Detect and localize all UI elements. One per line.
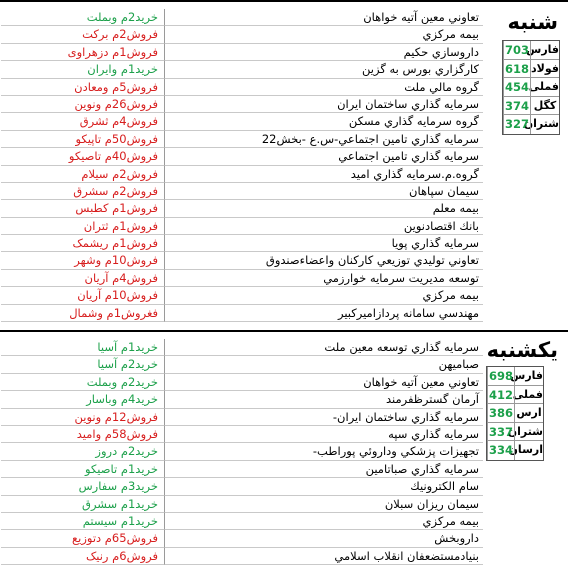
table-row	[1, 200, 483, 217]
table-row	[1, 270, 483, 287]
holder-name: داروسازي حكيم	[164, 44, 483, 61]
holder-name: تعاوني معين آتيه خواهان	[164, 374, 483, 391]
holder-name: سرمايه گذاري صباتامين	[164, 461, 483, 478]
table-row	[1, 44, 483, 61]
table-row	[1, 113, 483, 130]
table-row	[1, 26, 483, 43]
table-row	[1, 478, 483, 495]
holder-name: صباميهن	[164, 356, 483, 373]
holder-name: تجهيزات پزشكي وداروئي پوراطب-	[164, 443, 483, 460]
trade-action: فروش1م دزهراوی	[1, 44, 164, 61]
saturday-trades-table	[1, 9, 483, 322]
trade-action: فروش2م سیلام	[1, 166, 164, 183]
holder-name: سرمايه گذاري تامين اجتماعي	[164, 148, 483, 165]
trade-action: خريد1م سشرق	[1, 496, 164, 513]
table-row	[1, 9, 483, 26]
symbol-name: فولاد	[531, 61, 559, 75]
trade-action: خريد4م وباسار	[1, 391, 164, 408]
symbol-name: کگل	[533, 98, 557, 112]
trade-action: فروش2م سشرق	[1, 183, 164, 200]
symbol-name: ارسان	[508, 443, 543, 457]
holder-name: بيمه مركزي	[164, 513, 483, 530]
symbol-value: 337	[488, 424, 513, 439]
table-row	[1, 461, 483, 478]
table-row	[1, 148, 483, 165]
holder-name: بيمه مركزي	[164, 26, 483, 43]
table-row	[1, 235, 483, 252]
table-row	[1, 183, 483, 200]
holder-name: بيمه مركزي	[164, 287, 483, 304]
holder-name: تعاوني معين آتيه خواهان	[164, 9, 483, 26]
summary-row	[503, 41, 559, 60]
summary-row	[487, 386, 543, 405]
summary-row	[487, 441, 543, 460]
trade-action: فروش1م ثتران	[1, 218, 164, 235]
symbol-name: فملی	[528, 80, 559, 94]
saturday-summary	[483, 0, 568, 330]
holder-name: سرمايه گذاري توسعه معين ملت	[164, 339, 483, 356]
holder-name: سرمايه گذاري تامين اجتماعي-س.ع -بخش22	[164, 131, 483, 148]
sunday-title: یکشنبه	[486, 338, 558, 362]
summary-row	[503, 97, 559, 116]
trade-action: فروش1م ریشمک	[1, 235, 164, 252]
summary-row	[487, 404, 543, 423]
table-row	[1, 374, 483, 391]
symbol-value: 698	[488, 369, 513, 383]
trade-action: خريد2م وبملت	[1, 9, 164, 26]
table-row	[1, 513, 483, 530]
table-row	[1, 409, 483, 426]
holder-name: گروه سرمايه گذاري مسكن	[164, 113, 483, 130]
trade-action: خريد2م وبملت	[1, 374, 164, 391]
trade-action: فروش58م وامید	[1, 426, 164, 443]
symbol-name: فارس	[510, 369, 543, 382]
holder-name: گروه.م.سرمايه گذاري اميد	[164, 166, 483, 183]
symbol-value: 386	[488, 406, 513, 421]
table-row	[1, 252, 483, 269]
summary-row	[487, 367, 543, 386]
symbol-value: 703	[504, 43, 529, 57]
trade-action: خريد2م دروز	[1, 443, 164, 460]
trade-action: فروش4م آریان	[1, 270, 164, 287]
trade-action: فروش1م کطبس	[1, 200, 164, 217]
symbol-name: ارس	[516, 406, 542, 420]
trade-action: خريد2م آسیا	[1, 356, 164, 373]
table-row	[1, 79, 483, 96]
trade-action: فروش26م ونوین	[1, 96, 164, 113]
table-row	[1, 131, 483, 148]
trade-action: فروش50م تاپیکو	[1, 131, 164, 148]
table-row	[1, 496, 483, 513]
trade-action: فروش10م آریان	[1, 287, 164, 304]
symbol-name: شتران	[523, 117, 559, 131]
trade-action: خريد1م سیستم	[1, 513, 164, 530]
saturday-title: شنبه	[507, 10, 558, 34]
table-row	[1, 548, 483, 565]
table-row	[1, 166, 483, 183]
table-row	[1, 356, 483, 373]
holder-name: مهندسي سامانه پردازاميركبير	[164, 305, 483, 322]
holder-name: بنيادمستضعفان انقلاب اسلامي	[164, 548, 483, 565]
symbol-name: فملی	[512, 387, 543, 401]
table-row	[1, 426, 483, 443]
symbol-value: 412	[488, 387, 513, 402]
trade-action: خريد3م سفارس	[1, 478, 164, 495]
trade-action: فروش6م رنیک	[1, 548, 164, 565]
symbol-value: 327	[503, 115, 531, 134]
table-row	[1, 339, 483, 356]
symbol-name: فارس	[526, 43, 559, 56]
holder-name: تعاوني توليدي توزيعي كاركنان واعضاءصندوق	[164, 252, 483, 269]
summary-row	[503, 115, 559, 134]
sunday-trades-table	[1, 339, 483, 565]
trade-action: خريد1م وايران	[1, 61, 164, 78]
table-row	[1, 305, 483, 322]
sunday-top-symbols	[486, 366, 544, 461]
trade-action: فروش5م ومعادن	[1, 79, 164, 96]
holder-name: سام الكترونيك	[164, 478, 483, 495]
holder-name: آرمان گسترظفرمند	[164, 391, 483, 408]
table-row	[1, 391, 483, 408]
trade-action: فروش10م وشهر	[1, 252, 164, 269]
summary-row	[487, 423, 543, 442]
trade-action: فروش40م تاصیکو	[1, 148, 164, 165]
holder-name: گروه مالي ملت	[164, 79, 483, 96]
holder-name: سيمان ريزان سبلان	[164, 496, 483, 513]
symbol-value: 374	[504, 98, 529, 113]
trade-action: خريد1م تاصیکو	[1, 461, 164, 478]
table-row	[1, 218, 483, 235]
holder-name: داروبخش	[164, 530, 483, 547]
holder-name: توسعه مديريت سرمايه خوارزمي	[164, 270, 483, 287]
table-row	[1, 287, 483, 304]
symbol-value: 454	[504, 80, 529, 95]
table-row	[1, 443, 483, 460]
holder-name: سرمايه گذاري پويا	[164, 235, 483, 252]
trade-action: فروش2م بركت	[1, 26, 164, 43]
trade-action: فروش4م ثشرق	[1, 113, 164, 130]
table-row	[1, 96, 483, 113]
trade-action: فروش65م دتوزیع	[1, 530, 164, 547]
holder-name: بانك اقتصادنوين	[164, 218, 483, 235]
summary-row	[503, 78, 559, 97]
table-row	[1, 530, 483, 547]
summary-row	[503, 60, 559, 79]
holder-name: سرمايه گذاري ساختمان ايران	[164, 96, 483, 113]
symbol-name: شتران	[507, 424, 543, 438]
holder-name: سيمان سپاهان	[164, 183, 483, 200]
holder-name: بيمه معلم	[164, 200, 483, 217]
symbol-value: 334	[487, 441, 515, 460]
holder-name: سرمايه گذاري سپه	[164, 426, 483, 443]
trade-action: فغروش1م وشمال	[1, 305, 164, 322]
holder-name: كارگزاري بورس به گزين	[164, 61, 483, 78]
symbol-value: 618	[504, 61, 529, 76]
sunday-summary	[483, 332, 568, 566]
saturday-top-symbols	[502, 40, 560, 135]
holder-name: سرمايه گذاري ساختمان ايران-	[164, 409, 483, 426]
trade-action: خريد1م آسيا	[1, 339, 164, 356]
table-row	[1, 61, 483, 78]
trade-action: فروش12م ونوین	[1, 409, 164, 426]
